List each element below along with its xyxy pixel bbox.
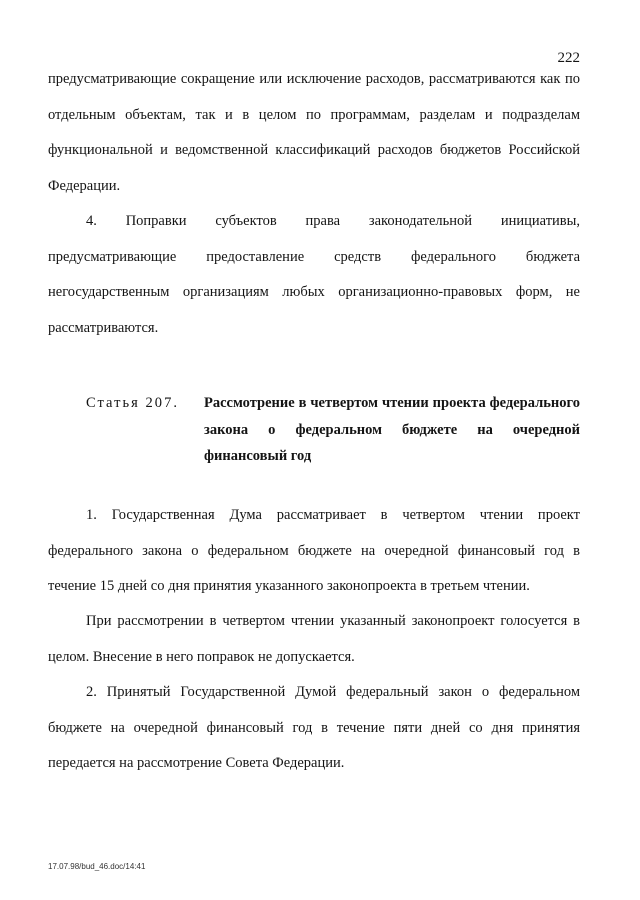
paragraph-continued: предусматривающие сокращение или исключение расходов, рассматриваются как по отдельным объектам, так и в целом по программам, разделам и подразделам функциональной и ведомственной классификаций расходов бюджетов Российской Федерации. bbox=[48, 71, 580, 194]
article-paragraph-3: 2. Принятый Государственной Думой федеральный закон о федеральном бюджете на очередной финансовый год в течение пяти дней со дня принятия передается на рассмотрение Совета Федерации. bbox=[48, 684, 580, 771]
page-number: 222 bbox=[557, 50, 580, 66]
article-title: Рассмотрение в четвертом чтении проекта федерального закона о федеральном бюджете на очередной финансовый год bbox=[204, 395, 580, 464]
article-paragraph-2: При рассмотрении в четвертом чтении указанный законопроект голосуется в целом. Внесение в него поправок не допускается. bbox=[48, 613, 580, 665]
article-label: Статья 207. bbox=[86, 395, 180, 411]
paragraph-item-4: 4. Поправки субъектов права законодательной инициативы, предусматривающие предоставление средств федерального бюджета негосударственным организациям любых организационно-правовых форм, не рассматриваются. bbox=[48, 213, 580, 336]
footer-file-stamp: 17.07.98/bud_46.doc/14:41 bbox=[48, 862, 146, 871]
article-paragraph-1: 1. Государственная Дума рассматривает в четвертом чтении проект федерального закона о федеральном бюджете на очередной финансовый год в течение 15 дней со дня принятия указанного законопроекта в третьем чтении. bbox=[48, 507, 580, 594]
